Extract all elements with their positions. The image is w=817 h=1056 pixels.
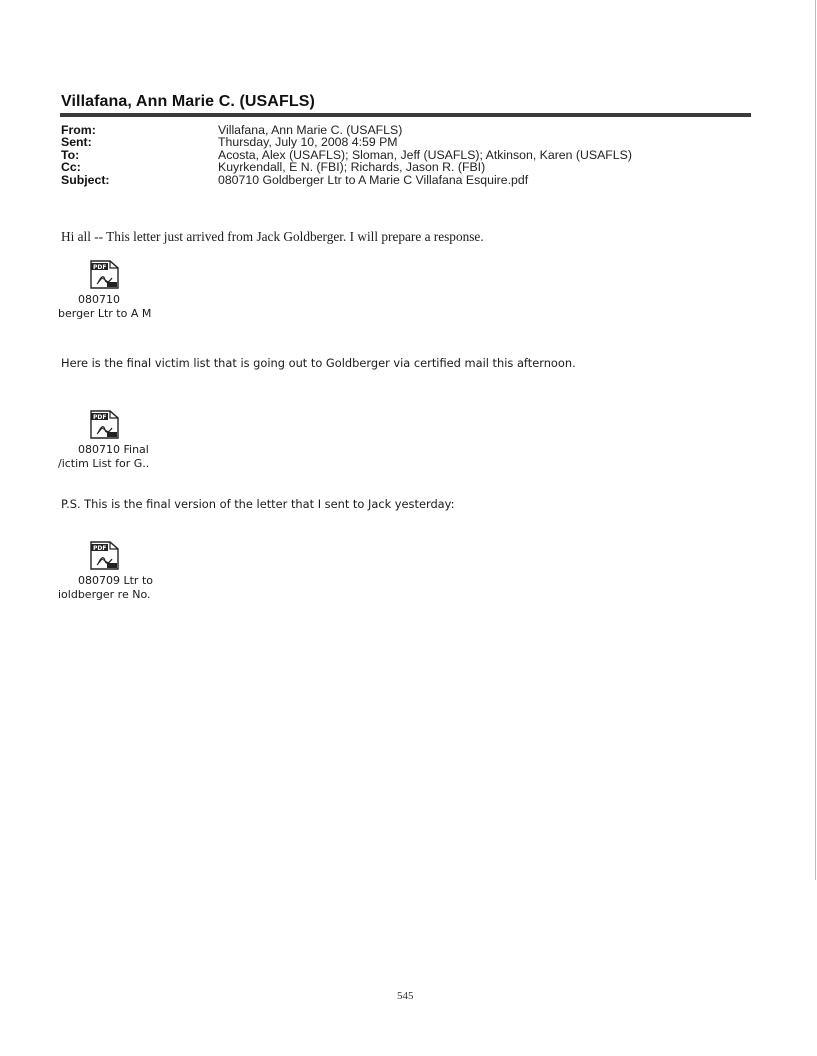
pdf-file-icon — [88, 408, 121, 441]
header-row-sent — [61, 136, 751, 148]
to-label: To: — [61, 147, 80, 162]
attachment-2-caption — [58, 443, 170, 471]
attachment-1-caption-line2: berger Ltr to A M — [58, 307, 152, 320]
attachment-2[interactable] — [58, 408, 178, 478]
sent-label: Sent: — [61, 135, 92, 150]
attachment-3-caption-line1: 080709 Ltr to — [78, 574, 153, 587]
svg-text:PDF: PDF — [93, 545, 107, 552]
to-value: Acosta, Alex (USAFLS); Sloman, Jeff (USAFLS); Atkinson, Karen (USAFLS) — [218, 147, 632, 162]
attachment-3[interactable] — [58, 539, 178, 609]
header-row-cc — [61, 161, 751, 173]
page-edge-line — [815, 0, 816, 880]
attachment-1-caption — [58, 293, 170, 321]
attachment-1[interactable] — [58, 258, 178, 328]
subject-value: 080710 Goldberger Ltr to A Marie C Villafana Esquire.pdf — [218, 172, 529, 187]
pdf-file-icon — [88, 258, 121, 291]
attachment-3-caption-line2: ioldberger re No. — [58, 588, 151, 601]
svg-text:PDF: PDF — [93, 264, 107, 271]
attachment-1-caption-line1: 080710 — [78, 293, 120, 306]
subject-label: Subject: — [61, 172, 110, 187]
body-paragraph-3: P.S. This is the final version of the letter that I sent to Jack yesterday: — [61, 497, 455, 511]
pdf-file-icon — [88, 539, 121, 572]
from-value: Villafana, Ann Marie C. (USAFLS) — [218, 123, 403, 137]
body-paragraph-2: Here is the final victim list that is going out to Goldberger via certified mail this afternoon. — [61, 356, 576, 370]
header-row-from — [61, 124, 751, 136]
body-paragraph-1: Hi all -- This letter just arrived from Jack Goldberger. I will prepare a response. — [61, 229, 484, 244]
svg-text:PDF: PDF — [93, 414, 107, 421]
attachment-2-caption-line1: 080710 Final — [78, 443, 149, 456]
cc-value: Kuyrkendall, E N. (FBI); Richards, Jason R. (FBI) — [218, 160, 486, 175]
email-sender-title: Villafana, Ann Marie C. (USAFLS) — [61, 93, 315, 110]
email-header-block — [61, 124, 751, 186]
header-row-subject — [61, 174, 751, 186]
page-number: 545 — [397, 990, 414, 1002]
title-underline-rule — [60, 113, 751, 117]
cc-label: Cc: — [61, 160, 81, 175]
from-label: From: — [61, 123, 96, 137]
attachment-2-caption-line2: /ictim List for G.. — [58, 457, 150, 470]
attachment-3-caption — [58, 574, 170, 602]
sent-value: Thursday, July 10, 2008 4:59 PM — [218, 135, 398, 150]
